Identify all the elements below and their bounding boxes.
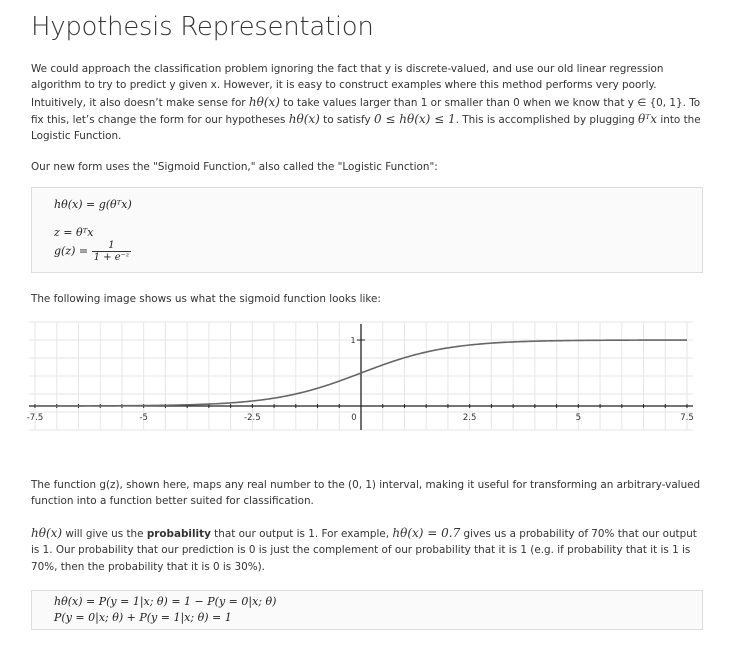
prob-bold-word: probability [146,528,211,540]
x-tick-label: 0 [351,413,357,423]
intro-text-5: into the Logistic Function. [31,113,701,143]
sigmoid-formula-box [31,187,703,273]
prob-text-3: gives us a probability of 70% that our output is 1. Our probability that our prediction is 0 is just the complement of our probability that it is 1 (e.g. if probability that it is 1 is 70%, then the probability that it is 0 is 30%). [31,528,697,573]
intro-text-2: to take values larger than 1 or smaller than 0 when we know that y ∈ {0, 1}. To fix this, let’s change the form for our hypotheses [31,96,701,126]
image-caption: The following image shows us what the sigmoid function looks like: [31,293,381,305]
intro-math-theta: θᵀx [638,111,658,126]
y-tick-label: 1 [350,336,356,345]
chart-ticks [27,336,694,423]
formula-z: z = θᵀx [54,226,94,239]
prob-text-1: will give us the [62,528,147,540]
prob-math-eq: hθ(x) = 0.7 [392,526,461,540]
formula-hypothesis: hθ(x) = g(θᵀx) [54,198,132,211]
new-form-text: Our new form uses the "Sigmoid Function," also called the "Logistic Function": [31,161,438,173]
sigmoid-chart [25,318,695,433]
x-tick-label: -5 [139,413,148,423]
prob-formula-2: P(y = 0|x; θ) + P(y = 1|x; θ) = 1 [54,611,232,624]
x-tick-label: 5 [575,413,582,423]
x-tick-label: -2.5 [244,413,261,423]
formula-g-denominator: 1 + e⁻ᶻ [93,252,130,263]
function-description: The function g(z), shown here, maps any real number to the (0, 1) interval, making it useful for transforming an arbitrary-valued function into a function better suited for classification. [31,479,701,508]
formula-g-numerator: 1 [92,240,132,252]
intro-math-h2: hθ(x) [288,111,320,126]
intro-paragraph [31,61,705,144]
prob-text-2: that our output is 1. For example, [210,528,393,540]
x-tick-label: 7.5 [680,413,694,423]
formula-g [54,240,131,263]
formula-g-lhs: g(z) = [54,244,89,258]
intro-text-3: to satisfy [319,113,374,126]
probability-formula-box [31,590,703,630]
prob-math-h: hθ(x) [31,526,63,540]
intro-text-4: . This is accomplished by plugging [455,113,639,126]
x-tick-label: 2.5 [462,413,477,423]
intro-math-ineq: 0 ≤ hθ(x) ≤ 1 [373,111,456,126]
prob-formula-1: hθ(x) = P(y = 1|x; θ) = 1 − P(y = 0|x; θ) [54,595,277,608]
intro-math-h: hθ(x) [248,94,280,109]
probability-paragraph [31,525,705,575]
formula-g-fraction [92,240,132,263]
x-tick-label: -7.5 [26,413,44,423]
intro-text-1: We could approach the classification problem ignoring the fact that y is discrete-valued, and use our old linear regression algorithm to try to predict y given x. However, it is easy to construct examples where this method performs very poorly. Intuitively, it also doesn’t make sense for [31,63,664,109]
page-title: Hypothesis Representation [31,12,374,42]
